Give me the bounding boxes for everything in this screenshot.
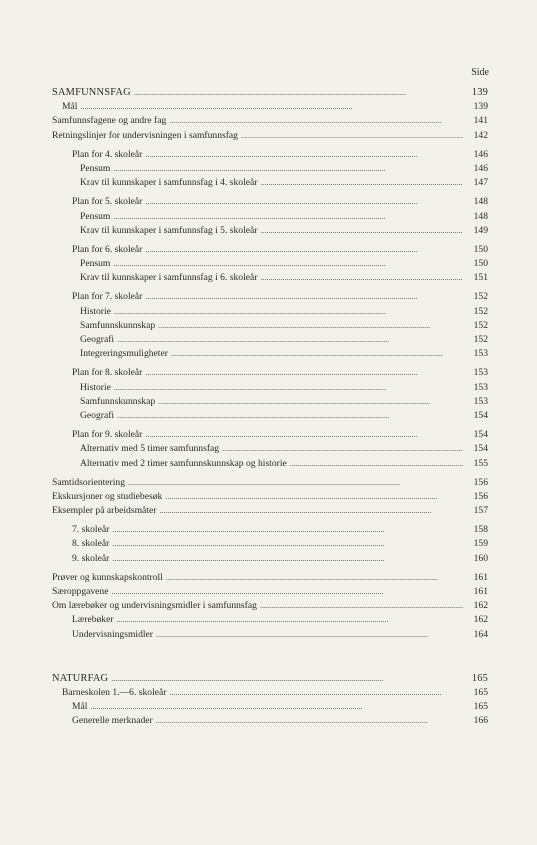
dot-leader: [158, 395, 463, 409]
toc-entry: [52, 305, 488, 319]
toc-entry: [52, 537, 488, 551]
toc-entry-title: SAMFUNNSFAG: [52, 87, 131, 98]
toc-entry: [52, 571, 488, 585]
dot-leader: [112, 585, 464, 599]
dot-leader: [112, 537, 463, 551]
toc-entry-page: 161: [473, 571, 488, 583]
toc-entry-title: Eksempler på arbeidsmåter: [52, 505, 157, 517]
side-column-label: Side: [471, 67, 489, 78]
toc-entry-page: 146: [473, 148, 488, 160]
toc-entry-page: 154: [473, 443, 488, 455]
toc-entry: [52, 224, 488, 238]
toc-entry-title: 8. skoleår: [72, 538, 110, 550]
table-of-contents: [52, 86, 488, 729]
dot-leader: [171, 347, 463, 361]
toc-entry: [52, 243, 488, 257]
toc-entry: [52, 271, 488, 285]
toc-entry-title: 9. skoleår: [72, 552, 110, 564]
toc-entry: [52, 476, 488, 490]
toc-entry-page: 152: [473, 319, 488, 331]
toc-entry-title: Plan for 9. skoleår: [72, 429, 143, 441]
toc-entry-page: 139: [473, 101, 488, 113]
dot-leader: [158, 319, 463, 333]
dot-leader: [260, 599, 463, 613]
dot-leader: [165, 490, 463, 504]
toc-entry-page: 139: [471, 87, 488, 98]
toc-entry-title: NATURFAG: [52, 672, 109, 684]
toc-entry-page: 165: [473, 701, 488, 713]
toc-entry-title: Lærebøker: [72, 614, 114, 626]
toc-entry: [52, 457, 488, 471]
toc-entry: [52, 613, 488, 627]
dot-leader: [114, 381, 463, 395]
dot-leader: [156, 628, 463, 642]
dot-leader: [159, 504, 463, 518]
toc-entry-page: 156: [473, 476, 488, 488]
toc-entry-title: Plan for 6. skoleår: [72, 243, 143, 255]
dot-leader: [112, 523, 463, 537]
toc-entry-title: Alternativ med 5 timer samfunnsfag: [80, 443, 220, 455]
dot-leader: [166, 571, 463, 585]
toc-entry: [52, 319, 488, 333]
toc-entry: [52, 428, 488, 442]
toc-entry-title: Plan for 5. skoleår: [72, 196, 143, 208]
toc-entry-title: Pensum: [80, 162, 111, 174]
toc-entry-page: 157: [473, 505, 488, 517]
toc-entry-page: 148: [473, 210, 488, 222]
dot-leader: [145, 366, 463, 380]
toc-entry-page: 150: [473, 243, 488, 255]
toc-entry-page: 149: [473, 224, 488, 236]
toc-entry-title: Samfunnsfagene og andre fag: [52, 115, 167, 127]
dot-leader: [113, 162, 463, 176]
toc-entry-page: 152: [473, 291, 488, 303]
dot-leader: [169, 686, 463, 700]
toc-entry: [52, 490, 488, 504]
dot-leader: [114, 305, 463, 319]
toc-entry: [52, 100, 488, 114]
dot-leader: [156, 714, 463, 728]
toc-entry: [52, 409, 488, 423]
toc-entry-page: 152: [473, 334, 488, 345]
toc-entry-title: Geografi: [80, 409, 115, 421]
dot-leader: [222, 442, 463, 456]
toc-entry-title: Plan for 7. skoleår: [72, 291, 143, 303]
dot-leader: [111, 672, 463, 686]
toc-entry: [52, 176, 488, 190]
dot-leader: [241, 129, 463, 143]
dot-leader: [80, 100, 463, 114]
toc-entry-page: 158: [473, 524, 488, 536]
toc-entry: [52, 129, 488, 143]
toc-entry: [52, 504, 488, 518]
dot-leader: [145, 290, 463, 304]
toc-entry-page: 152: [473, 305, 488, 317]
toc-entry: [52, 148, 488, 162]
toc-entry-page: 148: [473, 196, 488, 208]
toc-entry-page: 162: [473, 600, 488, 612]
dot-leader: [169, 114, 463, 128]
toc-entry: [52, 347, 488, 361]
dot-leader: [117, 409, 463, 423]
toc-entry-title: Integreringsmuligheter: [80, 348, 168, 360]
toc-entry-title: Plan for 4. skoleår: [72, 148, 143, 160]
dot-leader: [117, 333, 463, 347]
dot-leader: [128, 476, 463, 490]
toc-entry-title: Historie: [80, 381, 111, 393]
toc-entry-title: Mål: [62, 101, 78, 113]
toc-entry-title: Prøver og kunnskapskontroll: [52, 571, 163, 583]
toc-entry-page: 154: [473, 409, 488, 421]
toc-entry-page: 160: [473, 552, 488, 564]
toc-entry: [52, 257, 488, 271]
toc-entry: [52, 333, 488, 347]
dot-leader: [290, 457, 463, 471]
toc-entry-title: Generelle merknader: [72, 715, 153, 727]
toc-entry-page: 166: [473, 715, 488, 727]
toc-entry: [52, 366, 488, 380]
toc-entry-page: 146: [473, 162, 488, 174]
dot-leader: [260, 176, 463, 190]
toc-entry-title: Undervisningsmidler: [72, 628, 154, 640]
toc-entry: [52, 381, 488, 395]
toc-entry-page: 162: [473, 614, 488, 626]
dot-leader: [260, 224, 463, 238]
toc-entry-title: Ekskursjoner og studiebesøk: [52, 490, 163, 502]
toc-entry-page: 155: [473, 457, 488, 469]
toc-entry: [52, 599, 488, 613]
toc-entry-title: 7. skoleår: [72, 524, 110, 536]
toc-entry: [52, 86, 488, 100]
dot-leader: [145, 243, 463, 257]
toc-entry: [52, 210, 488, 224]
toc-entry: [52, 552, 488, 566]
toc-entry-title: Retningslinjer for undervisningen i samfunnsfag: [52, 129, 238, 141]
toc-entry-page: 159: [473, 538, 488, 550]
dot-leader: [117, 613, 463, 627]
toc-entry: [52, 700, 488, 714]
toc-entry-page: 156: [473, 490, 488, 502]
toc-entry-title: Samfunnskunnskap: [80, 319, 156, 331]
toc-entry-page: 153: [473, 367, 488, 379]
toc-entry-title: Historie: [80, 305, 111, 317]
toc-entry-title: Krav til kunnskaper i samfunnsfag i 6. skoleår: [80, 272, 258, 284]
toc-entry-page: 153: [473, 395, 488, 407]
dot-leader: [145, 195, 463, 209]
toc-entry-page: 153: [473, 381, 488, 393]
dot-leader: [145, 428, 463, 442]
toc-entry-page: 153: [473, 348, 488, 360]
toc-entry-title: Særoppgavene: [52, 586, 109, 597]
dot-leader: [134, 86, 463, 100]
toc-entry: [52, 162, 488, 176]
toc-entry-page: 154: [473, 429, 488, 441]
dot-leader: [260, 271, 463, 285]
toc-entry-title: Krav til kunnskaper i samfunnsfag i 4. skoleår: [80, 177, 258, 189]
toc-entry-title: Alternativ med 2 timer samfunnskunnskap og historie: [80, 457, 287, 469]
toc-entry: [52, 442, 488, 456]
toc-entry-page: 141: [473, 115, 488, 127]
dot-leader: [113, 257, 463, 271]
toc-entry: [52, 290, 488, 304]
toc-entry: [52, 395, 488, 409]
toc-entry-title: Om lærebøker og undervisningsmidler i samfunnsfag: [52, 600, 257, 612]
toc-entry: [52, 523, 488, 537]
toc-entry-page: 164: [473, 628, 488, 640]
toc-entry-page: 142: [473, 129, 488, 141]
toc-entry-title: Barneskolen 1.—6. skoleår: [62, 686, 167, 698]
dot-leader: [90, 700, 463, 714]
toc-entry-page: 165: [471, 672, 488, 684]
toc-entry-page: 161: [473, 586, 488, 597]
toc-entry-page: 165: [473, 686, 488, 698]
toc-entry-title: Krav til kunnskaper i samfunnsfag i 5. skoleår: [80, 224, 258, 236]
toc-entry-title: Plan for 8. skoleår: [72, 367, 143, 379]
dot-leader: [145, 148, 463, 162]
dot-leader: [113, 210, 463, 224]
toc-entry: [52, 195, 488, 209]
toc-entry-title: Mål: [72, 701, 88, 713]
toc-entry-title: Samfunnskunnskap: [80, 395, 156, 407]
dot-leader: [112, 552, 463, 566]
toc-entry-title: Pensum: [80, 258, 111, 270]
toc-entry-page: 150: [473, 258, 488, 270]
toc-entry: [52, 114, 488, 128]
toc-entry: [52, 585, 488, 599]
toc-entry: [52, 714, 488, 728]
toc-entry: [52, 686, 488, 700]
toc-entry: [52, 672, 488, 686]
toc-entry-title: Geografi: [80, 334, 115, 345]
toc-entry-title: Samtidsorientering: [52, 476, 126, 488]
toc-entry: [52, 628, 488, 642]
toc-entry-page: 151: [473, 272, 488, 284]
toc-entry-page: 147: [473, 177, 488, 189]
toc-entry-title: Pensum: [80, 210, 111, 222]
